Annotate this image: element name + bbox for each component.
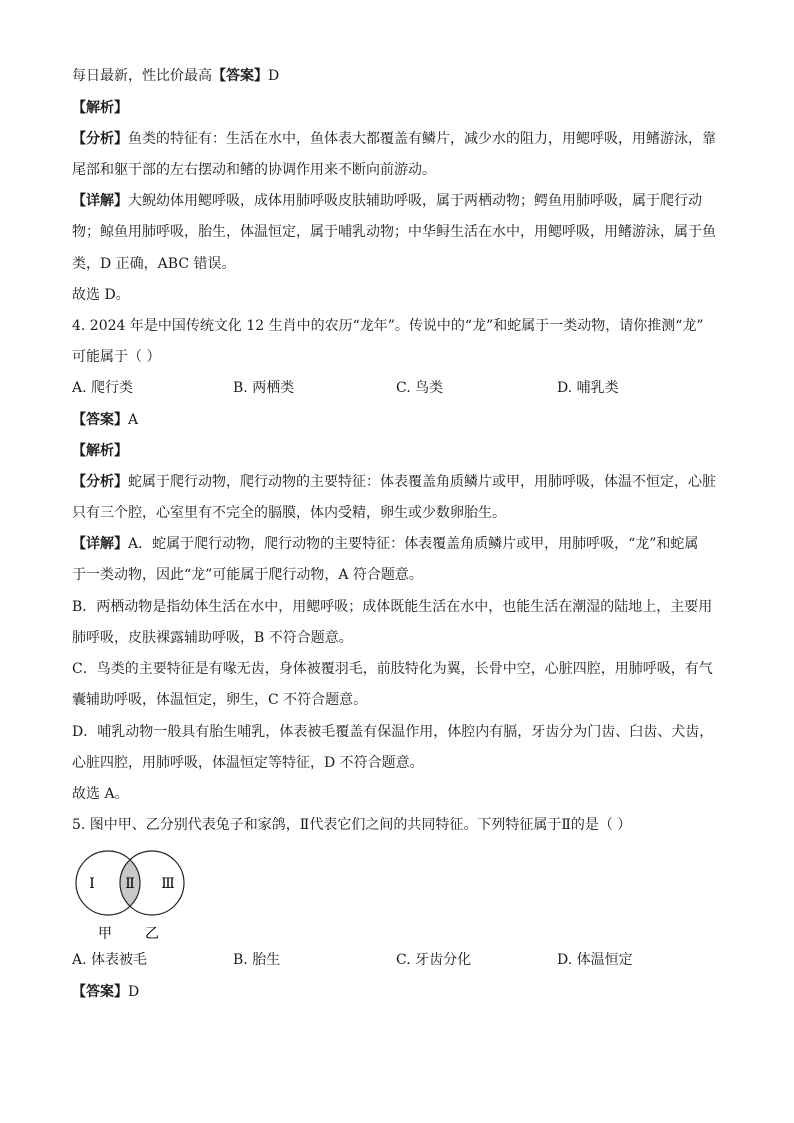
fenxi-tag: 【分析】 bbox=[72, 131, 128, 147]
q4-stem-line2: 可能属于（ ） bbox=[72, 349, 161, 365]
xiangjie-tag: 【详解】 bbox=[72, 536, 128, 552]
answer-value: D bbox=[128, 984, 140, 1000]
venn-region-right: Ⅲ bbox=[161, 876, 175, 892]
q5-stem: 5. 图中甲、乙分别代表兔子和家鸽，Ⅱ代表它们之间的共同特征。下列特征属于Ⅱ的是（ ） bbox=[72, 817, 632, 833]
q4-fenxi-line1 bbox=[72, 472, 724, 492]
q4-xiangjie-line1 bbox=[72, 534, 724, 554]
xiangjie-text: A．蛇属于爬行动物，爬行动物的主要特征：体表覆盖角质鳞片或甲，用肺呼吸，“龙”和蛇属 bbox=[128, 536, 699, 552]
answer-tag: 【答案】 bbox=[72, 984, 128, 1000]
answer-value: D bbox=[268, 68, 280, 84]
fenxi-tag: 【分析】 bbox=[72, 474, 128, 490]
q4-stem-line1: 4. 2024 年是中国传统文化 12 生肖中的农历“龙年”。传说中的“龙”和蛇属于一类动物，请你推测“龙” bbox=[72, 318, 704, 334]
q5-option-c: C. 牙齿分化 bbox=[396, 952, 472, 968]
answer-tag: 【答案】 bbox=[72, 412, 128, 428]
q3-answer-line bbox=[72, 66, 724, 86]
fenxi-text: 蛇属于爬行动物，爬行动物的主要特征：体表覆盖角质鳞片或甲，用肺呼吸，体温不恒定，心脏 bbox=[128, 474, 716, 490]
q3-fenxi-line2: 尾部和躯干部的左右摆动和鳍的协调作用来不断向前游动。 bbox=[72, 162, 436, 178]
q4-c-line1: C．鸟类的主要特征是有喙无齿，身体被覆羽毛，前肢特化为翼，长骨中空，心脏四腔，用肺呼吸，有气 bbox=[72, 661, 713, 677]
q4-b-line1: B．两栖动物是指幼体生活在水中，用鳃呼吸；成体既能生活在水中，也能生活在潮湿的陆地上，主要用 bbox=[72, 599, 713, 615]
q4-option-d: D. 哺乳类 bbox=[557, 380, 619, 396]
q4-option-a: A. 爬行类 bbox=[72, 380, 134, 396]
q5-option-d: D. 体温恒定 bbox=[557, 952, 633, 968]
q3-analysis-heading: 【解析】 bbox=[72, 100, 128, 116]
q3-conclusion: 故选 D。 bbox=[72, 287, 130, 303]
venn-label-right: 乙 bbox=[145, 926, 159, 942]
q3-xiangjie-line2: 物；鲸鱼用肺呼吸，胎生，体温恒定，属于哺乳动物；中华鲟生活在水中，用鳃呼吸，用鳍游泳，属于鱼 bbox=[72, 224, 716, 240]
q5-option-b: B. 胎生 bbox=[233, 952, 281, 968]
q3-xiangjie-line1 bbox=[72, 191, 724, 211]
fenxi-text: 鱼类的特征有：生活在水中，鱼体表大都覆盖有鳞片，减少水的阻力，用鳃呼吸，用鳍游泳，靠 bbox=[128, 131, 716, 147]
q4-c-line2: 囊辅助呼吸，体温恒定，卵生，C 不符合题意。 bbox=[72, 692, 368, 708]
q4-conclusion: 故选 A。 bbox=[72, 786, 129, 802]
q4-analysis-heading: 【解析】 bbox=[72, 443, 128, 459]
q3-fenxi-line1 bbox=[72, 129, 724, 149]
q4-answer-line bbox=[72, 410, 724, 430]
xiangjie-tag: 【详解】 bbox=[72, 193, 128, 209]
q4-d-line1: D．哺乳动物一般具有胎生哺乳，体表被毛覆盖有保温作用，体腔内有膈，牙齿分为门齿、臼齿、犬齿， bbox=[72, 724, 714, 740]
header-text: 每日最新，性比价最高 bbox=[72, 68, 212, 84]
venn-region-left: Ⅰ bbox=[89, 876, 95, 892]
q5-option-a: A. 体表被毛 bbox=[72, 952, 148, 968]
xiangjie-text: 大鲵幼体用鳃呼吸，成体用肺呼吸皮肤辅助呼吸，属于两栖动物；鳄鱼用肺呼吸，属于爬行动 bbox=[128, 193, 702, 209]
q3-xiangjie-line3: 类，D 正确，ABC 错误。 bbox=[72, 256, 236, 272]
q4-option-b: B. 两栖类 bbox=[233, 380, 295, 396]
venn-label-left: 甲 bbox=[98, 926, 112, 942]
q4-xiangjie-line2: 于一类动物，因此“龙”可能属于爬行动物，A 符合题意。 bbox=[72, 567, 423, 583]
q4-fenxi-line2: 只有三个腔，心室里有不完全的膈膜，体内受精，卵生或少数卵胎生。 bbox=[72, 505, 506, 521]
q4-option-c: C. 鸟类 bbox=[396, 380, 444, 396]
q5-answer-line bbox=[72, 982, 724, 1002]
answer-tag: 【答案】 bbox=[212, 68, 268, 84]
q4-d-line2: 心脏四腔，用肺呼吸，体温恒定等特征，D 不符合题意。 bbox=[72, 755, 424, 771]
venn-diagram bbox=[72, 840, 192, 948]
venn-region-middle: Ⅱ bbox=[125, 876, 135, 892]
answer-value: A bbox=[128, 412, 139, 428]
q4-b-line2: 肺呼吸，皮肤裸露辅助呼吸，B 不符合题意。 bbox=[72, 630, 353, 646]
